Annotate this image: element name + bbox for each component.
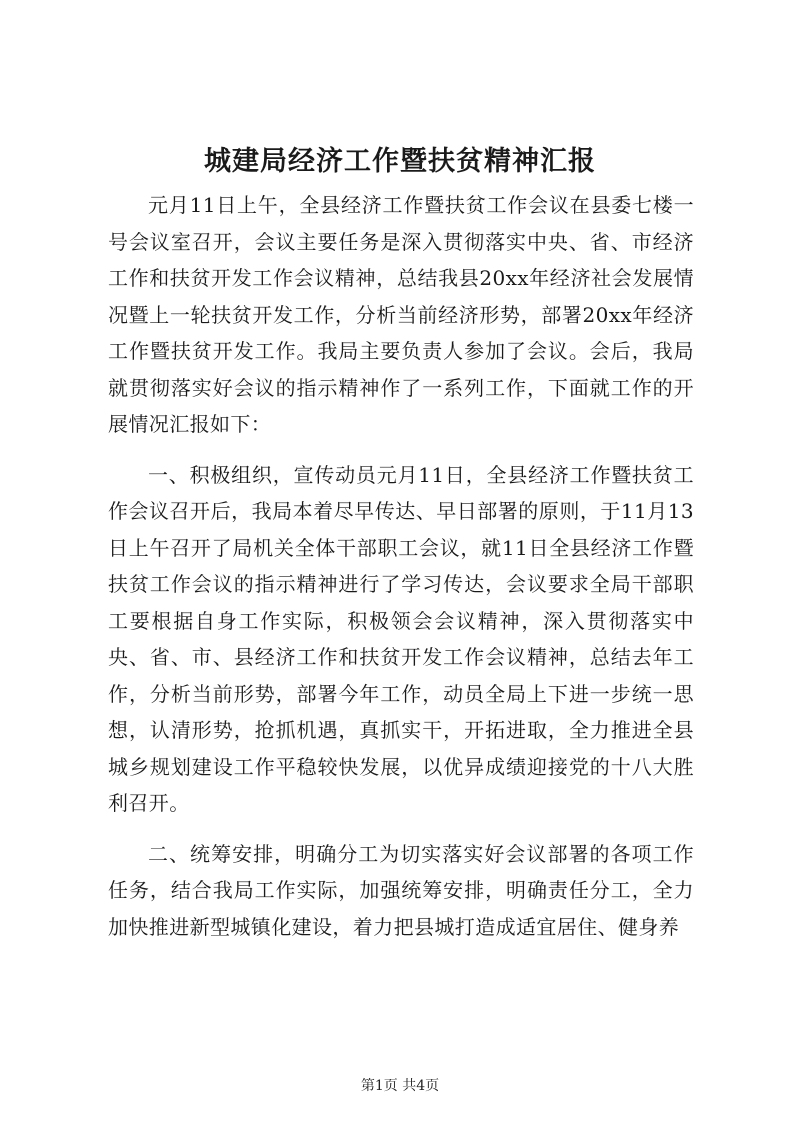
document-body — [108, 187, 694, 959]
page-number-footer: 第1页 共4页 — [360, 1078, 440, 1094]
paragraph-intro: 元月11日上午，全县经济工作暨扶贫工作会议在县委七楼一号会议室召开，会议主要任务是深入贯彻落实中央、省、市经济工作和扶贫开发工作会议精神，总结我县20xx年经济社会发展情况暨上一轮扶贫开发工作，分析当前经济形势，部署20xx年经济工作暨扶贫开发工作。我局主要负责人参加了会议。会后，我局就贯彻落实好会议的指示精神作了一系列工作，下面就工作的开展情况汇报如下： — [108, 193, 694, 436]
paragraph-section-two: 二、统筹安排，明确分工为切实落实好会议部署的各项工作任务，结合我局工作实际，加强统筹安排，明确责任分工，全力加快推进新型城镇化建设，着力把县城打造成适宜居住、健身养 — [108, 841, 694, 939]
paragraph-section-one: 一、积极组织，宣传动员元月11日，全县经济工作暨扶贫工作会议召开后，我局本着尽早传达、早日部署的原则，于11月13日上午召开了局机关全体干部职工会议，就11日全县经济工作暨扶贫工作会议的指示精神进行了学习传达，会议要求全局干部职工要根据自身工作实际，积极领会会议精神，深入贯彻落实中央、省、市、县经济工作和扶贫开发工作会议精神，总结去年工作，分析当前形势，部署今年工作，动员全局上下进一步统一思想，认清形势，抢抓机遇，真抓实干，开拓进取，全力推进全县城乡规划建设工作平稳较快发展，以优异成绩迎接党的十八大胜利召开。 — [108, 462, 694, 815]
document-title: 城建局经济工作暨扶贫精神汇报 — [204, 146, 596, 177]
